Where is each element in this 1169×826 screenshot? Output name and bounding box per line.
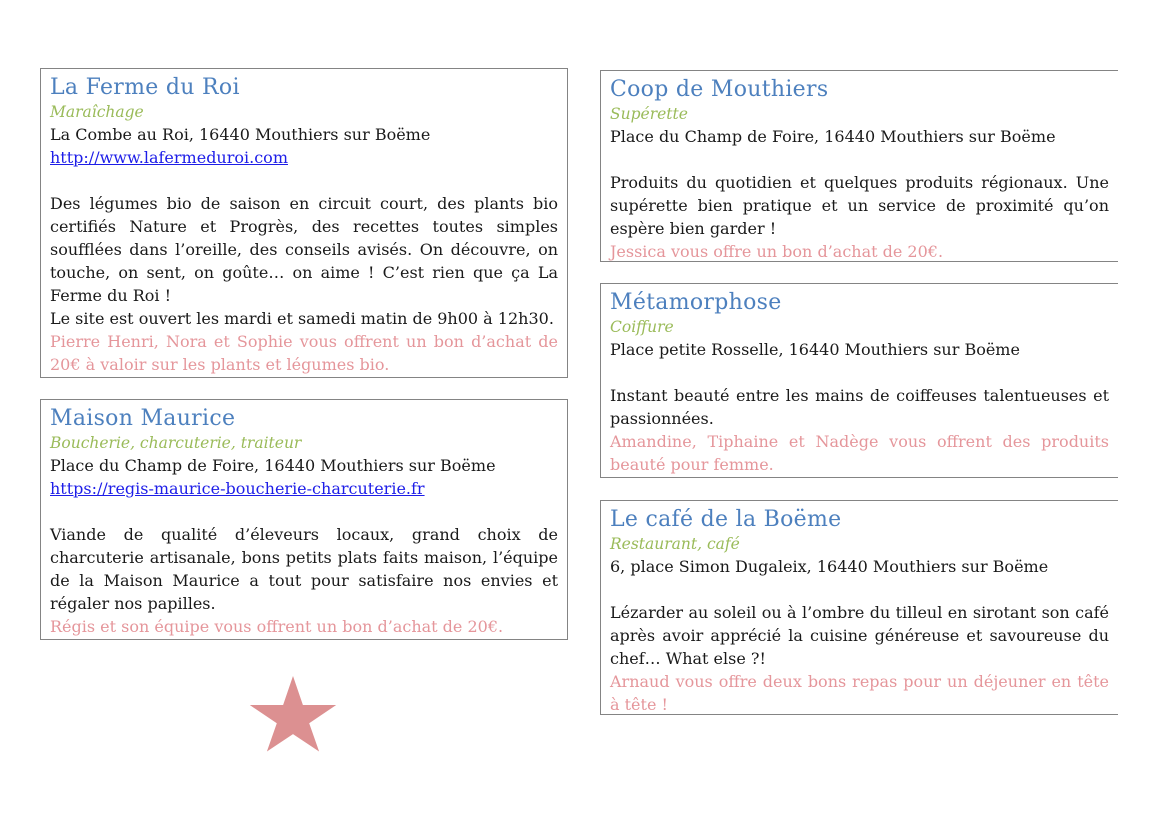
business-offer: Régis et son équipe vous offrent un bon d’achat de 20€. (50, 617, 504, 636)
business-address: La Combe au Roi, 16440 Mouthiers sur Boëme (50, 125, 431, 144)
business-title: Coop de Mouthiers (610, 77, 829, 102)
business-card-le-cafe-de-la-boeme (600, 500, 1118, 715)
business-description: Lézarder au soleil ou à l’ombre du tilleul en sirotant son café après avoir apprécié la cuisine généreuse et savoureuse du chef… What else ?! (610, 603, 1109, 668)
business-offer: Arnaud vous offre deux bons repas pour un déjeuner en tête à tête ! (610, 672, 1109, 714)
business-card-metamorphose (600, 283, 1118, 478)
blank-line (50, 169, 558, 192)
business-title: Le café de la Boëme (610, 507, 842, 532)
business-title: Maison Maurice (50, 406, 236, 431)
website-link[interactable]: http://www.lafermeduroi.com (50, 148, 288, 167)
business-offer: Pierre Henri, Nora et Sophie vous offrent un bon d’achat de 20€ à valoir sur les plants et légumes bio. (50, 332, 558, 374)
business-category: Maraîchage (50, 103, 144, 121)
business-description: Des légumes bio de saison en circuit court, des plants bio certifiés Nature et Progrès, des recettes toutes simples soufflées dans l’oreille, des conseils avisés. On découvre, on touche, on sent, on goûte… on aime ! C’est rien que ça La Ferme du Roi ! (50, 194, 558, 305)
business-address: Place du Champ de Foire, 16440 Mouthiers sur Boëme (50, 456, 496, 475)
blank-line (50, 500, 558, 523)
business-card-la-ferme-du-roi (40, 68, 568, 378)
business-offer: Jessica vous offre un bon d’achat de 20€. (610, 242, 944, 261)
business-hours-line: Le site est ouvert les mardi et samedi matin de 9h00 à 12h30. (50, 309, 554, 328)
business-category: Restaurant, café (610, 535, 740, 553)
business-title: Métamorphose (610, 290, 782, 315)
business-offer: Amandine, Tiphaine et Nadège vous offrent des produits beauté pour femme. (610, 432, 1109, 474)
business-category: Coiffure (610, 318, 674, 336)
website-link[interactable]: https://regis-maurice-boucherie-charcuterie.fr (50, 479, 425, 498)
business-description: Produits du quotidien et quelques produits régionaux. Une supérette bien pratique et un service de proximité qu’on espère bien garder ! (610, 173, 1109, 238)
business-card-coop-de-mouthiers (600, 70, 1118, 262)
business-address: 6, place Simon Dugaleix, 16440 Mouthiers sur Boëme (610, 557, 1049, 576)
blank-line (610, 148, 1109, 171)
business-description: Viande de qualité d’éleveurs locaux, grand choix de charcuterie artisanale, bons petits plats faits maison, l’équipe de la Maison Maurice a tout pour satisfaire nos envies et régaler nos papilles. (50, 525, 558, 613)
business-category: Boucherie, charcuterie, traiteur (50, 434, 302, 452)
business-address: Place petite Rosselle, 16440 Mouthiers sur Boëme (610, 340, 1020, 359)
business-address: Place du Champ de Foire, 16440 Mouthiers sur Boëme (610, 127, 1056, 146)
blank-line (610, 578, 1109, 601)
blank-line (610, 361, 1109, 384)
business-description: Instant beauté entre les mains de coiffeuses talentueuses et passionnées. (610, 386, 1109, 428)
business-card-maison-maurice (40, 399, 568, 640)
business-category: Supérette (610, 105, 688, 123)
star-icon (248, 676, 338, 759)
business-title: La Ferme du Roi (50, 75, 240, 100)
